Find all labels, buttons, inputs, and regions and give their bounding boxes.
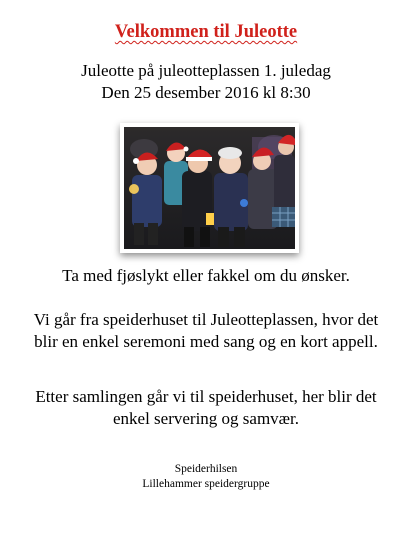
photo-frame	[120, 123, 299, 253]
intro-block	[0, 60, 412, 104]
children-with-santa-hats-photo	[124, 127, 295, 249]
signature-greeting: Speiderhilsen	[174, 463, 238, 475]
page-title	[0, 22, 412, 43]
paragraph-route: Vi går fra speiderhuset til Juleotteplassen, hvor det blir en enkel seremoni med sang og en kort appell.	[33, 310, 379, 351]
intro-line-event: Juleotte på juleotteplassen 1. juledag	[81, 61, 331, 80]
intro-line-date: Den 25 desember 2016 kl 8:30	[101, 83, 311, 102]
paragraph-lantern: Ta med fjøslykt eller fakkel om du ønsker.	[62, 266, 350, 285]
paragraph-after: Etter samlingen går vi til speiderhuset, her blir det enkel servering og samvær.	[35, 387, 377, 428]
signature-group: Lillehammer speidergruppe	[142, 478, 270, 490]
page-title-text: Velkommen til Juleotte	[114, 22, 298, 42]
signature-block	[0, 462, 412, 492]
